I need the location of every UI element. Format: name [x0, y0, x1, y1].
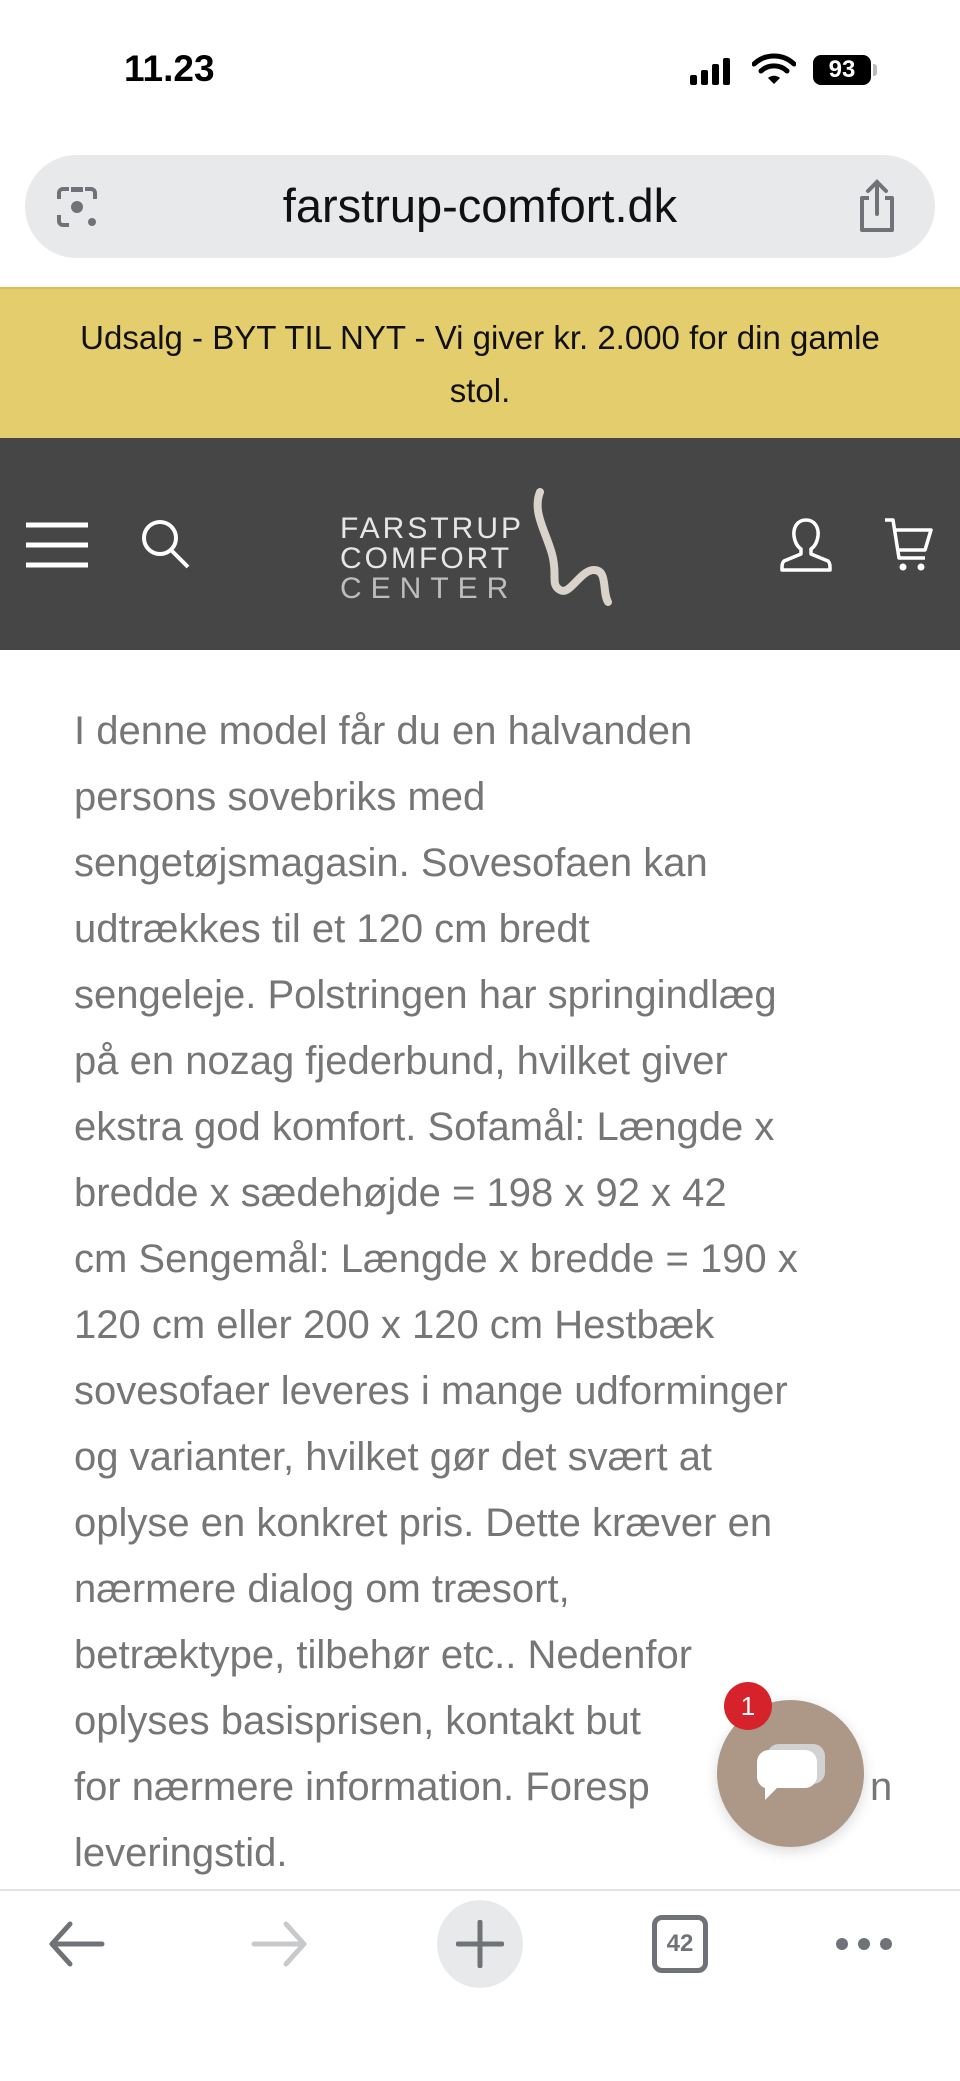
- description-line: leveringstid.: [74, 1831, 288, 1875]
- search-icon[interactable]: [140, 518, 192, 570]
- description-line-tail: n: [870, 1765, 893, 1809]
- cart-icon[interactable]: [883, 516, 935, 574]
- description-line: sengeleje. Polstringen har springindlæg: [74, 973, 777, 1017]
- back-arrow-icon[interactable]: [48, 1920, 106, 1968]
- description-line: persons sovebriks med: [74, 775, 486, 819]
- description-line: ekstra god komfort. Sofamål: Længde x: [74, 1105, 775, 1149]
- description-line: I denne model får du en halvanden: [74, 709, 693, 753]
- plus-icon: [456, 1920, 504, 1968]
- more-options-icon[interactable]: [834, 1932, 894, 1956]
- site-header: [0, 438, 960, 650]
- description-line: bredde x sædehøjde = 198 x 92 x 42: [74, 1171, 727, 1215]
- url-text[interactable]: farstrup-comfort.dk: [282, 179, 678, 232]
- account-icon[interactable]: [780, 516, 832, 574]
- cellular-signal-icon: [690, 58, 730, 85]
- description-line: oplyses basisprisen, kontakt but: [74, 1699, 641, 1743]
- description-line: og varianter, hvilket gør det svært at: [74, 1435, 713, 1479]
- description-line: 120 cm eller 200 x 120 cm Hestbæk: [74, 1303, 715, 1347]
- description-line: oplyse en konkret pris. Dette kræver en: [74, 1501, 773, 1545]
- site-logo[interactable]: FARSTRUP COMFORT CENTER: [340, 512, 525, 605]
- battery-indicator: 93: [813, 55, 871, 85]
- description-line: udtrækkes til et 120 cm bredt: [74, 907, 590, 951]
- status-time: 11.23: [124, 48, 215, 89]
- battery-tip: [873, 64, 877, 76]
- share-icon[interactable]: [855, 178, 899, 234]
- chat-notification-badge: 1: [724, 1682, 772, 1730]
- chat-bubble-icon: [753, 1740, 829, 1812]
- tab-switcher-button[interactable]: 42: [652, 1915, 708, 1973]
- promo-banner[interactable]: [0, 287, 960, 438]
- description-line: på en nozag fjederbund, hvilket giver: [74, 1039, 728, 1083]
- description-line: sengetøjsmagasin. Sovesofaen kan: [74, 841, 708, 885]
- product-description: [74, 698, 798, 1886]
- hamburger-menu-icon[interactable]: [26, 522, 88, 568]
- description-line: betræktype, tilbehør etc.. Nedenfor: [74, 1633, 693, 1677]
- description-line: for nærmere information. Foresp: [74, 1765, 650, 1809]
- description-line: nærmere dialog om træsort,: [74, 1567, 570, 1611]
- description-line: cm Sengemål: Længde x bredde = 190 x: [74, 1237, 798, 1281]
- promo-text: Udsalg - BYT TIL NYT - Vi giver kr. 2.000 for din gamle stol.: [80, 318, 880, 409]
- description-line: sovesofaer leveres i mange udforminger: [74, 1369, 788, 1413]
- logo-chair-icon: [530, 488, 630, 606]
- new-tab-button[interactable]: [437, 1900, 523, 1988]
- wifi-icon: [752, 52, 796, 86]
- forward-arrow-icon[interactable]: [250, 1920, 308, 1968]
